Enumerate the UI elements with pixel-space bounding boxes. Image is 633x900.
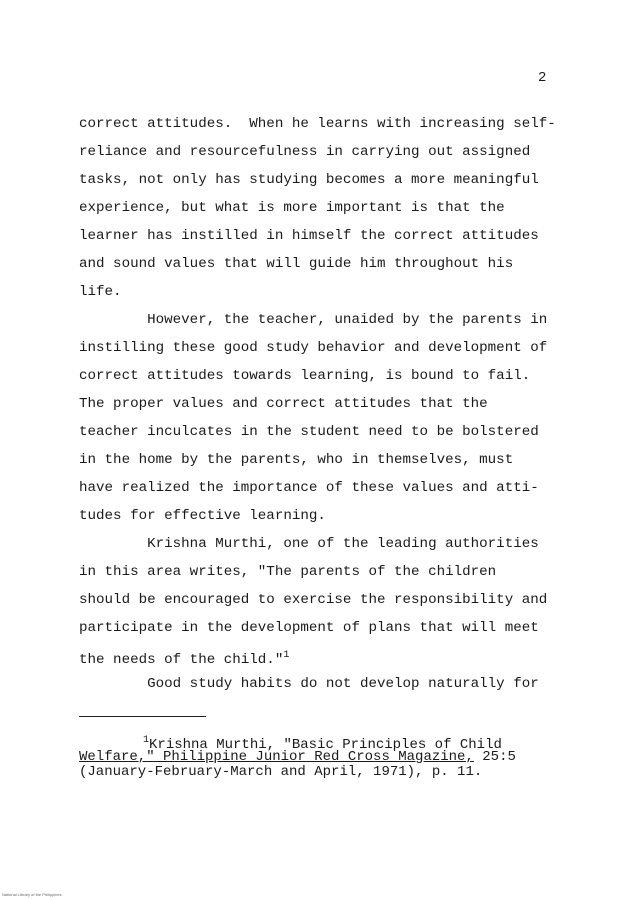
body-line: life.: [79, 284, 122, 300]
body-line-with-note: [79, 648, 289, 668]
body-line: learner has instilled in himself the correct attitudes: [79, 228, 539, 244]
body-line: Good study habits do not develop naturally for: [79, 676, 539, 692]
body-line: correct attitudes towards learning, is bound to fail.: [79, 368, 531, 384]
body-line: experience, but what is more important is that the: [79, 200, 505, 216]
body-line: in this area writes, "The parents of the children: [79, 564, 497, 580]
footnote-volume: 25:5: [473, 749, 516, 765]
page-number: 2: [538, 70, 547, 86]
footnote-line-2: [79, 750, 516, 764]
body-line: should be encouraged to exercise the responsibility and: [79, 592, 548, 608]
body-line: correct attitudes. When he learns with increasing self-: [79, 116, 556, 132]
body-line: tasks, not only has studying becomes a more meaningful: [79, 172, 539, 188]
footnote-marker: 1: [143, 735, 150, 746]
body-line: instilling these good study behavior and development of: [79, 340, 548, 356]
scan-stamp: National Library of the Philippines: [2, 892, 62, 897]
body-line: Krishna Murthi, one of the leading authorities: [79, 536, 539, 552]
body-line: The proper values and correct attitudes that the: [79, 396, 488, 412]
footnote-citation: Welfare," Philippine Junior Red Cross Magazine,: [79, 749, 474, 765]
body-line: and sound values that will guide him throughout his: [79, 256, 514, 272]
body-line: participate in the development of plans that will meet: [79, 620, 539, 636]
footnote-divider: [79, 716, 206, 717]
body-line: have realized the importance of these values and atti-: [79, 480, 539, 496]
footnote-text: Krishna Murthi, "Basic Principles of Child: [149, 737, 502, 753]
body-line: However, the teacher, unaided by the parents in: [79, 312, 548, 328]
body-line: teacher inculcates in the student need to be bolstered: [79, 424, 539, 440]
footnote-line-3: (January-February-March and April, 1971), p. 11.: [79, 764, 483, 780]
body-line: reliance and resourcefulness in carrying out assigned: [79, 144, 531, 160]
body-line: in the home by the parents, who in themselves, must: [79, 452, 514, 468]
body-line: tudes for effective learning.: [79, 508, 326, 524]
footnote-reference: 1: [283, 650, 290, 661]
body-line-text: the needs of the child.": [79, 652, 284, 668]
